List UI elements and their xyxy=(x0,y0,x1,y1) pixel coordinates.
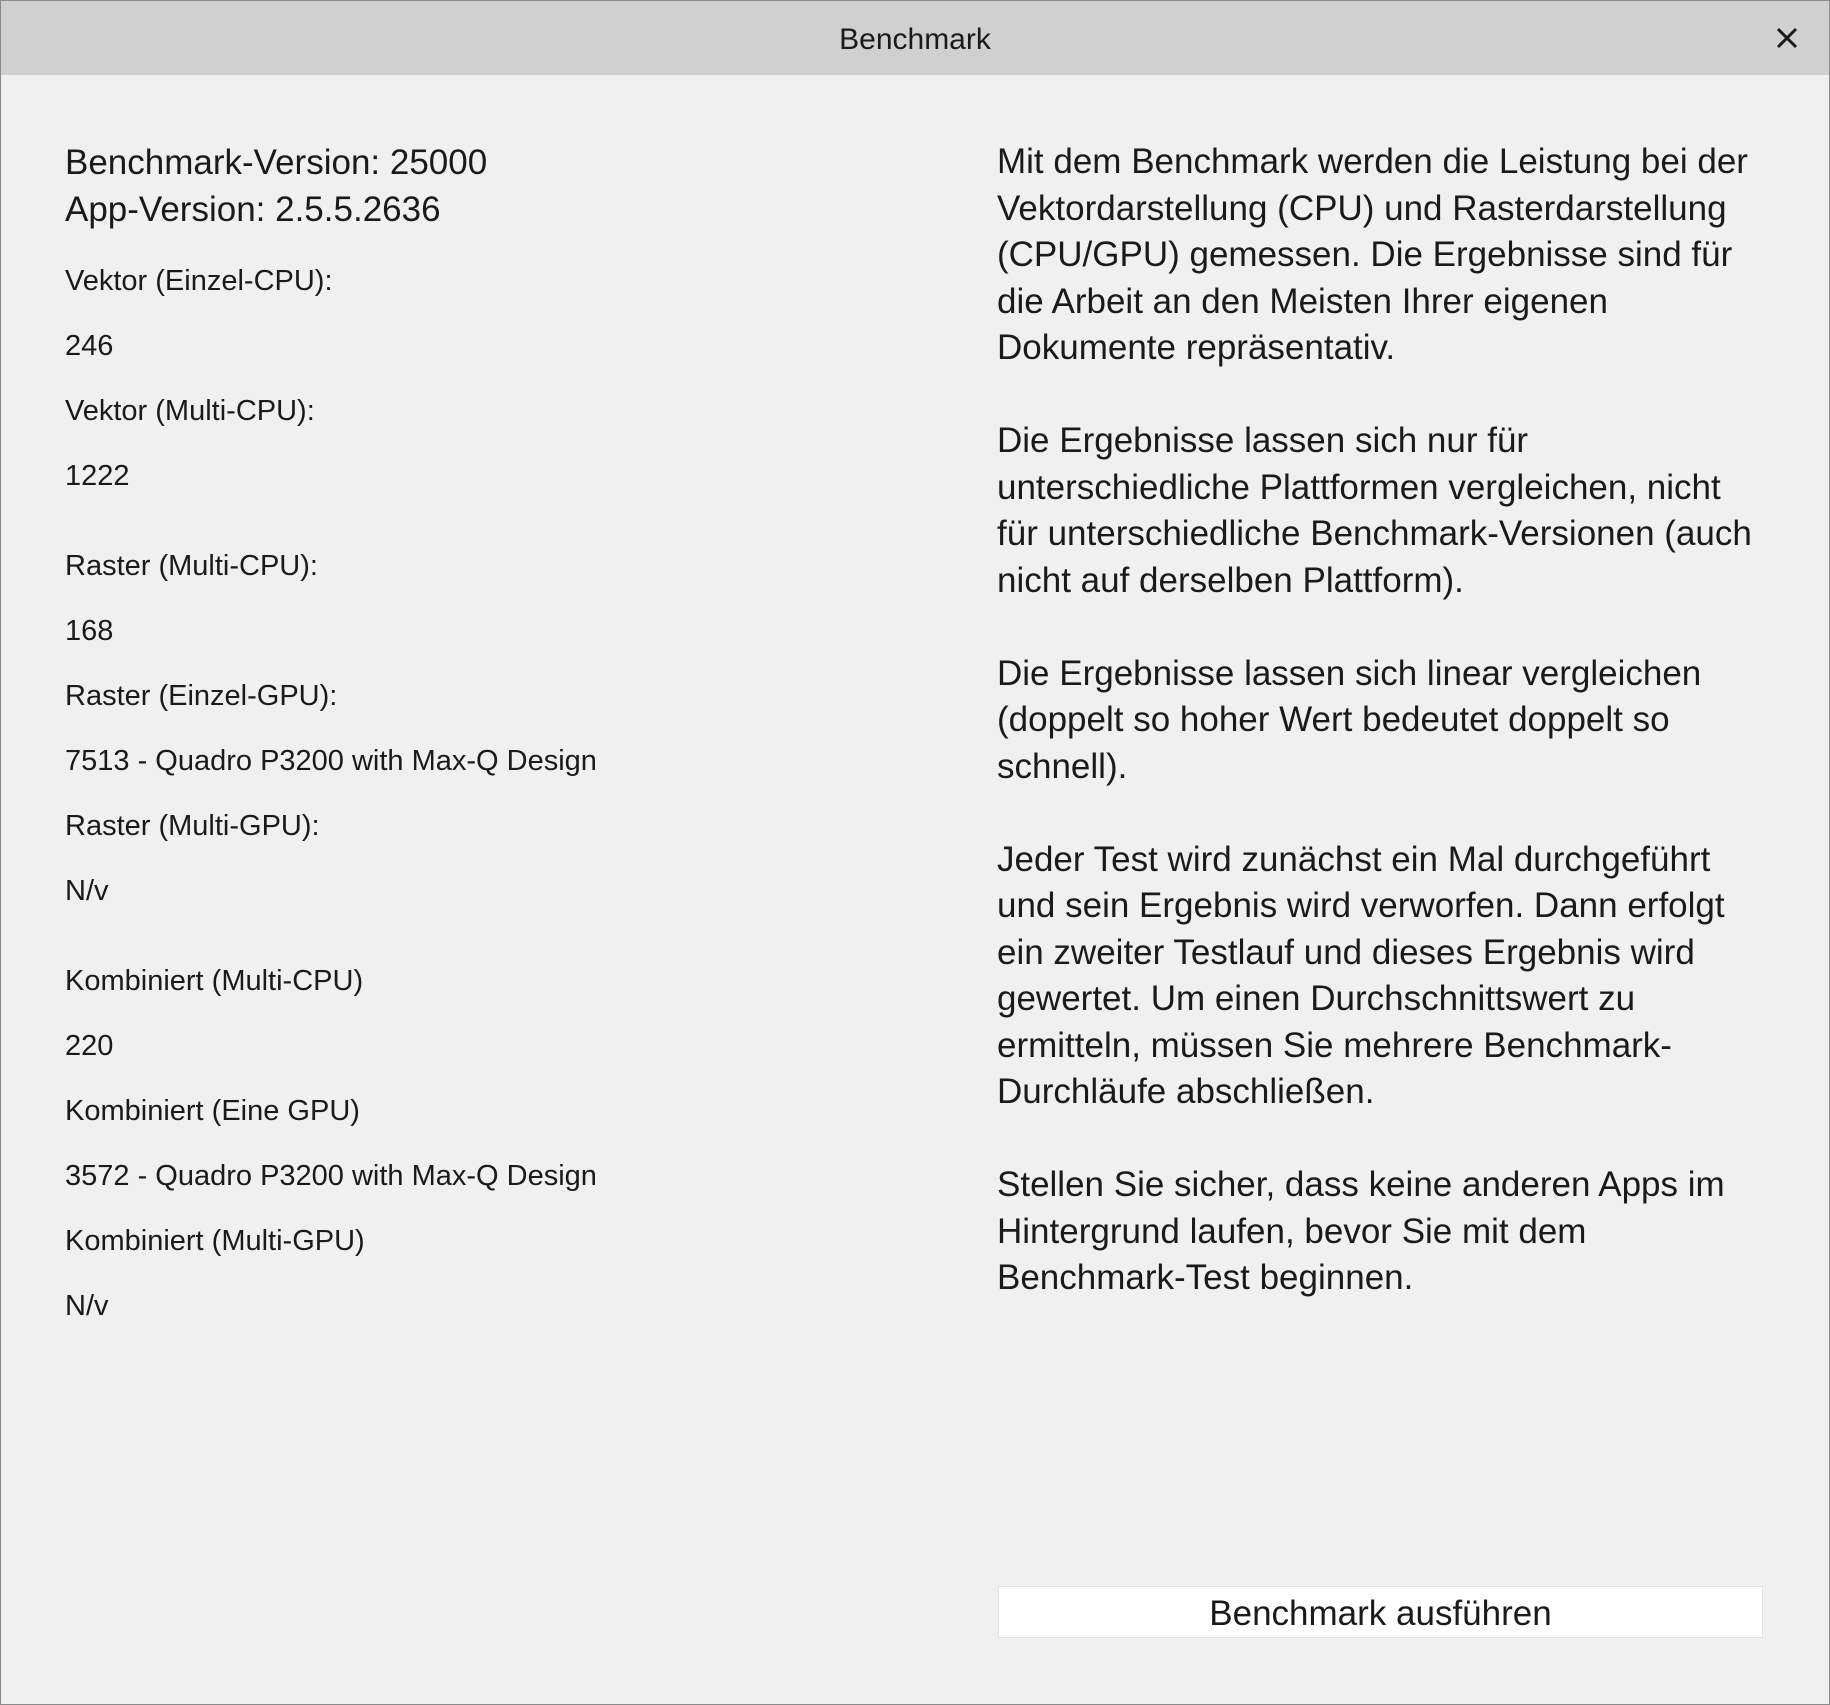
result-label: Vektor (Einzel-CPU): xyxy=(65,265,333,297)
close-icon xyxy=(1767,19,1807,59)
close-button[interactable] xyxy=(1767,19,1807,59)
results-panel xyxy=(65,139,925,1324)
app-version: App-Version: 2.5.5.2636 xyxy=(65,190,441,229)
benchmark-version: Benchmark-Version: 25000 xyxy=(65,143,488,182)
result-label: Kombiniert (Multi-GPU) xyxy=(65,1225,365,1257)
result-value: 3572 - Quadro P3200 with Max-Q Design xyxy=(65,1160,597,1192)
result-value: 1222 xyxy=(65,460,130,492)
result-label: Vektor (Multi-CPU): xyxy=(65,395,315,427)
description-paragraph: Jeder Test wird zunächst ein Mal durchgeführt und sein Ergebnis wird verworfen. Dann erfolgt ein zweiter Testlauf und dieses Ergebnis wird gewertet. Um einen Durchschnittswert zu ermitteln, müssen Sie mehrere Benchmark-Durchläufe abschließen. xyxy=(997,839,1725,1111)
dialog-title: Benchmark xyxy=(839,23,991,56)
result-value: N/v xyxy=(65,1290,109,1322)
result-value: 220 xyxy=(65,1030,114,1062)
result-label: Kombiniert (Eine GPU) xyxy=(65,1095,360,1127)
result-value: 7513 - Quadro P3200 with Max-Q Design xyxy=(65,745,597,777)
result-label: Raster (Multi-GPU): xyxy=(65,810,320,842)
description-paragraph: Die Ergebnisse lassen sich nur für unterschiedliche Plattformen vergleichen, nicht für unterschiedliche Benchmark-Versionen (auch nicht auf derselben Plattform). xyxy=(997,421,1752,600)
title-bar xyxy=(1,1,1829,75)
run-benchmark-button[interactable]: Benchmark ausführen xyxy=(998,1586,1763,1638)
description-paragraph: Die Ergebnisse lassen sich linear vergleichen (doppelt so hoher Wert bedeutet doppelt so schnell). xyxy=(997,653,1702,786)
result-label: Raster (Einzel-GPU): xyxy=(65,680,338,712)
result-label: Raster (Multi-CPU): xyxy=(65,550,318,582)
result-value: N/v xyxy=(65,875,109,907)
result-label: Kombiniert (Multi-CPU) xyxy=(65,965,364,997)
result-value: 168 xyxy=(65,615,114,647)
description-panel xyxy=(997,139,1767,1348)
description-paragraph: Stellen Sie sicher, dass keine anderen Apps im Hintergrund laufen, bevor Sie mit dem Benchmark-Test beginnen. xyxy=(997,1165,1725,1297)
description-paragraph: Mit dem Benchmark werden die Leistung bei der Vektordarstellung (CPU) und Rasterdarstellung (CPU/GPU) gemessen. Die Ergebnisse sind für die Arbeit an den Meisten Ihrer eigenen Dokumente repräsentativ. xyxy=(997,142,1748,367)
result-value: 246 xyxy=(65,330,114,362)
